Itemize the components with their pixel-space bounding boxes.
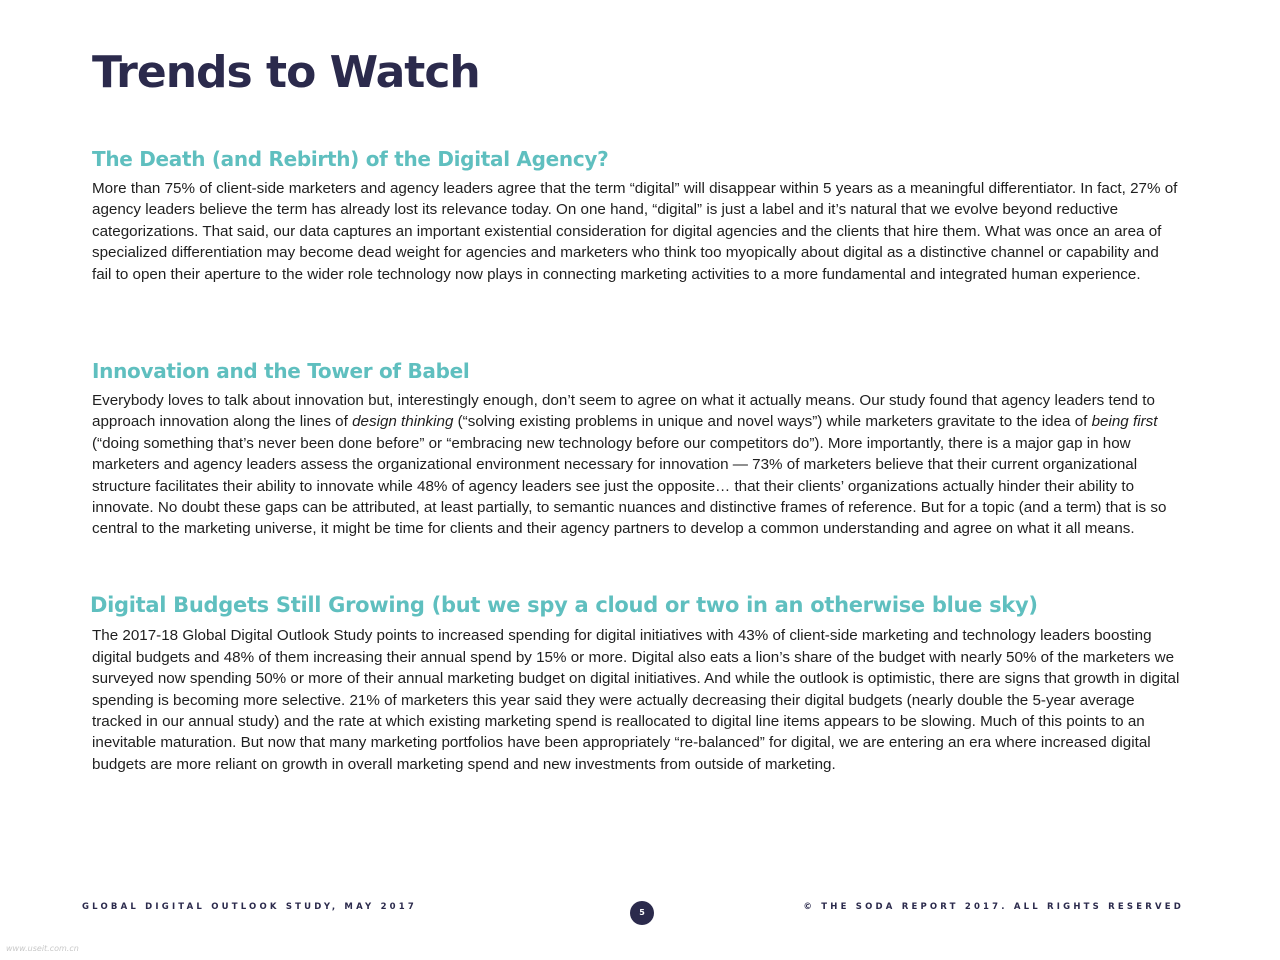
page-number-badge: 5 bbox=[630, 901, 654, 925]
section-body: The 2017-18 Global Digital Outlook Study points to increased spending for digital initiatives with 43% of client-side marketing and technology leaders boosting digital budgets and 48% of them increasing their annual spend by 15% or more. Digital also eats a lion’s share of the budget with nearly 50% of the marketers we surveyed now spending 50% or more of their annual marketing budget on digital initiatives. And while the outlook is optimistic, there are signs that growth in digital spending is becoming more selective. 21% of marketers this year said they were actually decreasing their digital budgets (nearly double the 5-year average tracked in our annual study) and the rate at which existing marketing spend is reallocated to digital line items appears to be slowing. Much of this points to an inevitable maturation. But now that many marketing portfolios have been appropriately “re-balanced” for digital, we are entering an era where increased digital budgets are more reliant on growth in overall marketing spend and new investments from outside of marketing. bbox=[92, 627, 1180, 773]
page-title: Trends to Watch bbox=[92, 47, 480, 98]
section-digital-agency bbox=[92, 146, 1182, 285]
section-digital-budgets bbox=[90, 592, 1180, 775]
section-innovation bbox=[92, 358, 1182, 540]
footer-study-title: GLOBAL DIGITAL OUTLOOK STUDY, MAY 2017 bbox=[82, 902, 418, 912]
watermark: www.useit.com.cn bbox=[6, 944, 79, 953]
body-text: Everybody loves to talk about innovation but, interestingly enough, don’t seem to agree on what it actually means. Our study found that agency leaders tend to approach innovation along the lines of bbox=[92, 392, 1155, 431]
emphasis-being-first: being first bbox=[1091, 413, 1158, 431]
section-heading: Digital Budgets Still Growing (but we spy a cloud or two in an otherwise blue sky) bbox=[90, 593, 1038, 617]
section-body bbox=[92, 390, 1182, 540]
emphasis-design-thinking: design thinking bbox=[352, 413, 454, 431]
section-body: More than 75% of client-side marketers and agency leaders agree that the term “digital” will disappear within 5 years as a meaningful differentiator. In fact, 27% of agency leaders believe the term has already lost its relevance today. On one hand, “digital” is just a label and it’s natural that we evolve beyond reductive categorizations. That said, our data captures an important existential consideration for digital agencies and the clients that hire them. What was once an area of specialized differentiation may become dead weight for agencies and marketers who think too myopically about digital as a distinctive channel or capability and fail to open their aperture to the wider role technology now plays in connecting marketing activities to a more fundamental and integrated human experience. bbox=[92, 180, 1178, 283]
body-text: (“solving existing problems in unique and novel ways”) while marketers gravitate to the idea of bbox=[453, 413, 1092, 431]
section-heading: The Death (and Rebirth) of the Digital Agency? bbox=[92, 147, 609, 171]
footer-copyright: © THE SODA REPORT 2017. ALL RIGHTS RESERVED bbox=[803, 902, 1184, 912]
section-heading: Innovation and the Tower of Babel bbox=[92, 359, 470, 383]
body-text: (“doing something that’s never been done before” or “embracing new technology before our competitors do”). More importantly, there is a major gap in how marketers and agency leaders assess the organizational environment necessary for innovation — 73% of marketers believe that their current organizational structure facilitates their ability to innovate while 48% of agency leaders see just the opposite… that their clients’ organizations actually hinder their ability to innovate. No doubt these gaps can be attributed, at least partially, to semantic nuances and distinctive frames of reference. But for a topic (and a term) that is so central to the marketing universe, it might be time for clients and their agency partners to develop a common understanding and agree on what it all means. bbox=[92, 434, 1167, 538]
